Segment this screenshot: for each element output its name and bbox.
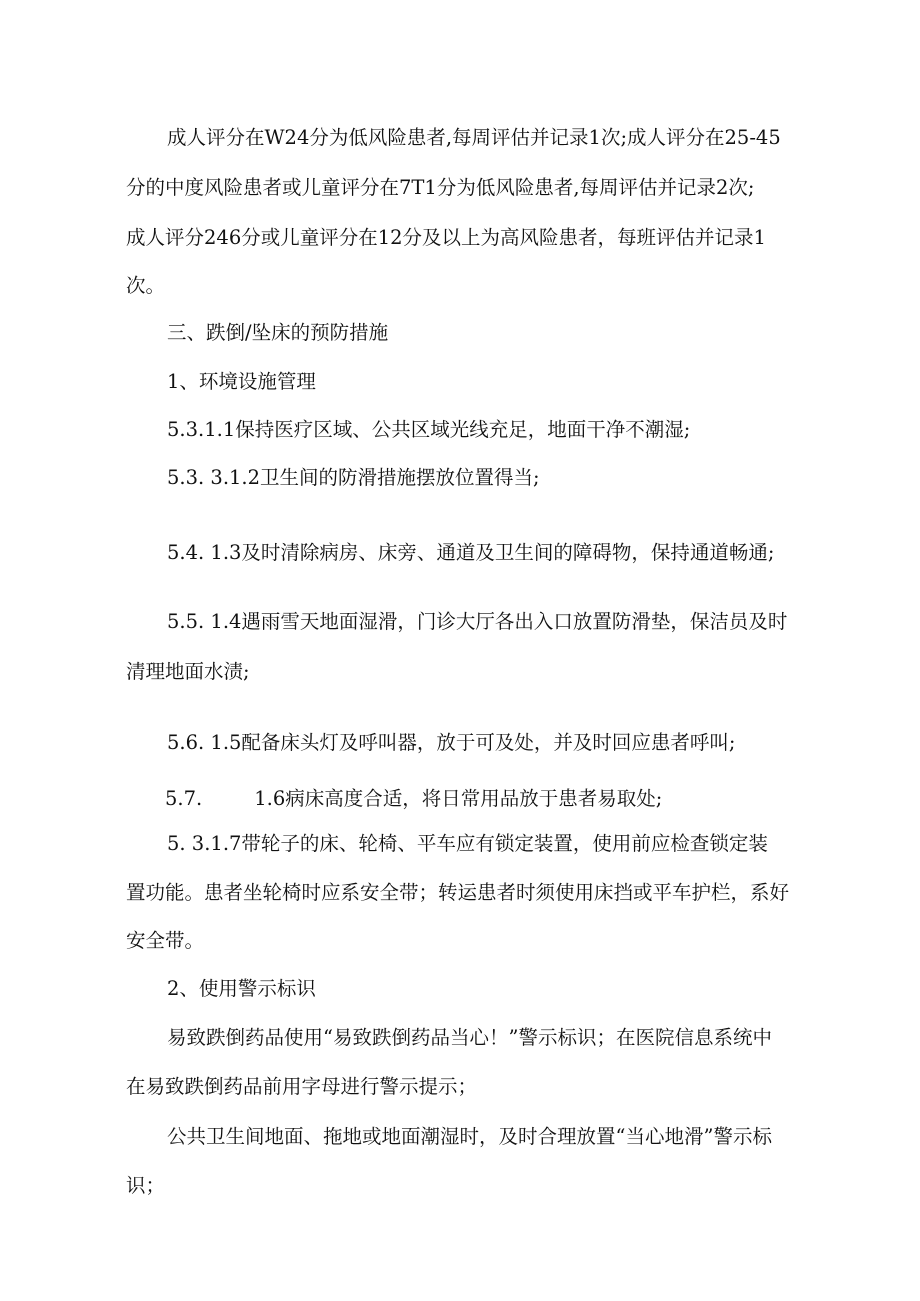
list-item: 5.3.1.1保持医疗区域、公共区域光线充足，地面干净不潮湿; xyxy=(167,418,691,441)
paragraph-line: 在易致跌倒药品前用字母进行警示提示； xyxy=(126,1075,478,1098)
paragraph-line: 成人评分在W24分为低风险患者,每周评估并记录1次;成人评分在25-45 xyxy=(167,126,781,149)
list-item: 5.4. 1.3及时清除病房、床旁、通道及卫生间的障碍物，保持通道畅通; xyxy=(167,541,775,564)
subsection-heading: 2、使用警示标识 xyxy=(167,977,316,1000)
list-item: 5.5. 1.4遇雨雪天地面湿滑，门诊大厅各出入口放置防滑垫，保洁员及时 xyxy=(167,610,788,633)
list-item: 5.3. 3.1.2卫生间的防滑措施摆放位置得当; xyxy=(167,466,540,489)
list-item: 5.6. 1.5配备床头灯及呼叫器，放于可及处，并及时回应患者呼叫; xyxy=(167,731,736,754)
list-item-number: 5.7. xyxy=(165,787,203,810)
list-item-continuation: 清理地面水渍; xyxy=(126,660,250,683)
paragraph-line: 分的中度风险患者或儿童评分在7T1分为低风险患者,每周评估并记录2次; xyxy=(126,176,755,199)
paragraph-line: 公共卫生间地面、拖地或地面潮湿时，及时合理放置“当心地滑”警示标 xyxy=(167,1125,772,1148)
list-item-continuation: 安全带。 xyxy=(126,929,205,952)
paragraph-line: 成人评分246分或儿童评分在12分及以上为高风险患者，每班评估并记录1 xyxy=(126,226,766,249)
subsection-heading: 1、环境设施管理 xyxy=(167,370,316,393)
paragraph-line: 次。 xyxy=(126,274,166,297)
paragraph-line: 易致跌倒药品使用“易致跌倒药品当心！”警示标识；在医院信息系统中 xyxy=(167,1026,772,1049)
list-item-continuation: 置功能。患者坐轮椅时应系安全带；转运患者时须使用床挡或平车护栏，系好 xyxy=(126,881,790,904)
list-item xyxy=(165,789,662,809)
section-heading: 三、跌倒/坠床的预防措施 xyxy=(167,321,389,344)
paragraph-line: 识； xyxy=(126,1174,166,1197)
list-item-text: 1.6病床高度合适，将日常用品放于患者易取处; xyxy=(254,787,663,810)
list-item: 5. 3.1.7带轮子的床、轮椅、平车应有锁定装置，使用前应检查锁定装 xyxy=(167,832,768,855)
